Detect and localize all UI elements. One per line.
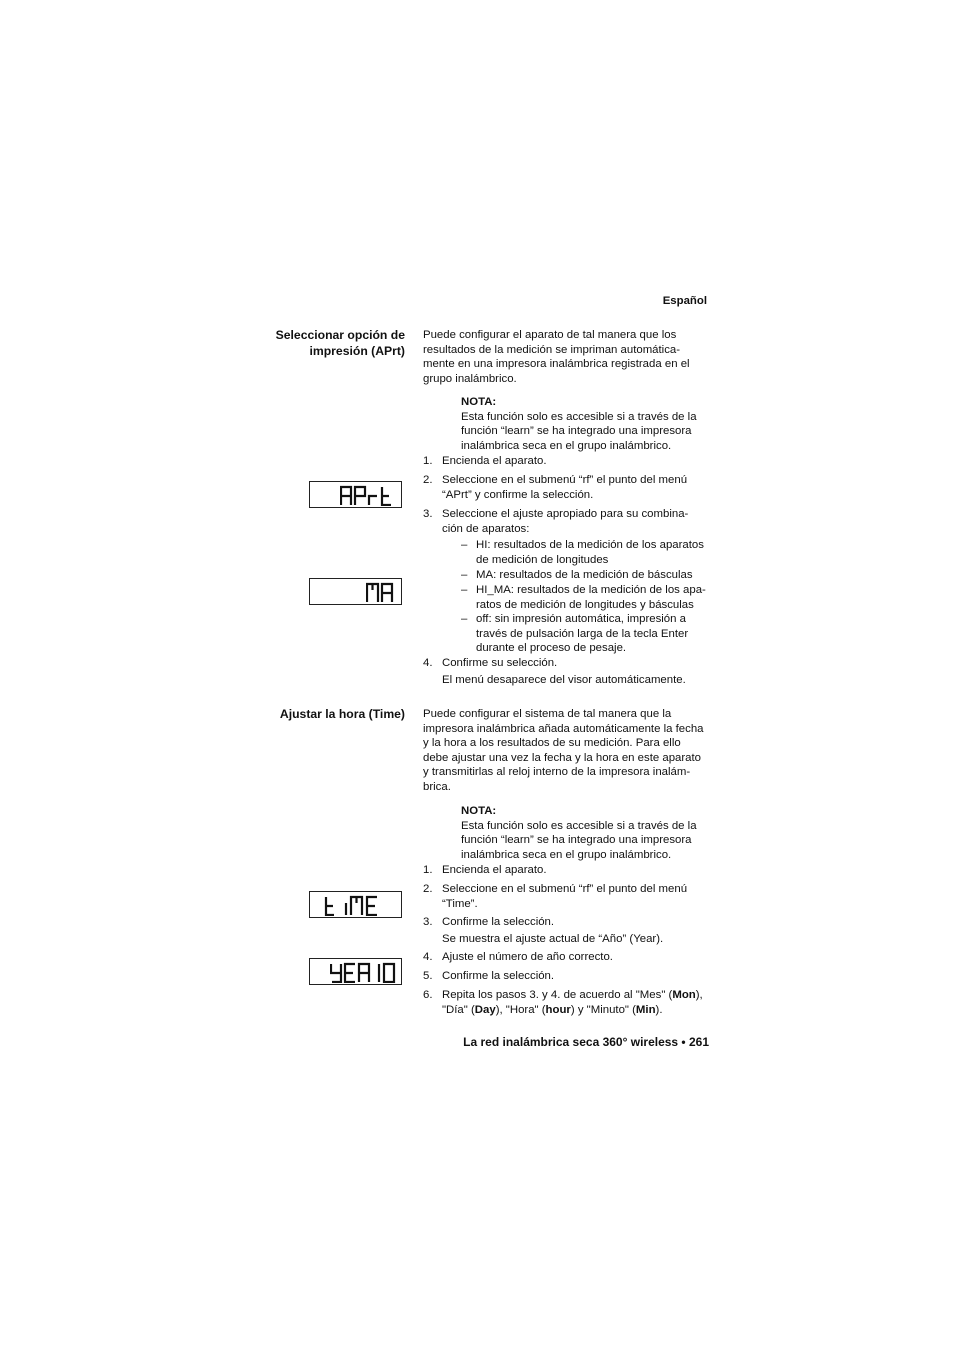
intro-line: Puede configurar el aparato de tal manera que los <box>423 329 677 341</box>
note-line: inalámbrica seca en el grupo inalámbrico. <box>461 848 672 861</box>
lcd-display-ma <box>309 578 402 605</box>
option-line: MA: resultados de la medición de básculas <box>476 569 693 581</box>
step-item <box>423 969 715 984</box>
note-line: función “learn” se ha integrado una impresora <box>461 834 692 847</box>
note-heading: NOTA: <box>461 396 497 408</box>
step-line: Confirme la selección. <box>442 916 555 928</box>
lcd-display-time <box>309 891 402 918</box>
intro-line: debe ajustar una vez la fecha y la hora en este aparato <box>423 751 701 764</box>
intro-line: brica. <box>423 780 451 793</box>
step-line: El menú desaparece del visor automáticamente. <box>442 673 686 686</box>
step-number: 4. <box>423 657 433 669</box>
lcd-text-aprt <box>340 485 400 506</box>
section2-intro <box>423 707 715 795</box>
note-line: función “learn” se ha integrado una impresora <box>461 425 692 438</box>
option-line: de medición de longitudes <box>476 553 609 566</box>
step-number: 5. <box>423 970 433 982</box>
step-line: Encienda el aparato. <box>442 864 547 876</box>
step-item <box>423 915 715 946</box>
step-item <box>423 988 715 1017</box>
section-title-aprt <box>220 327 405 359</box>
step-item <box>423 507 715 536</box>
note-heading: NOTA: <box>461 805 497 817</box>
step-number: 2. <box>423 883 433 895</box>
step-line: Se muestra el ajuste actual de “Año” (Year). <box>442 932 664 945</box>
step-line: Confirme la selección. <box>442 970 555 982</box>
lcd-display-year <box>309 958 402 985</box>
option-line: ratos de medición de longitudes y básculas <box>476 598 694 611</box>
section-title-line: impresión (APrt) <box>309 344 405 358</box>
intro-line: impresora inalámbrica añada automáticamente la fecha <box>423 722 704 735</box>
step-number: 4. <box>423 951 433 963</box>
option-line: través de pulsación larga de la tecla Enter <box>476 627 689 640</box>
step-number: 1. <box>423 455 433 467</box>
step-item <box>423 950 715 965</box>
step-item <box>423 473 715 502</box>
dash-bullet: – <box>461 539 468 551</box>
step-line: Seleccione en el submenú “rf” el punto del menú <box>442 474 688 486</box>
step-line: "Día" (Day), "Hora" (hour) y "Minuto" (Min). <box>442 1003 663 1016</box>
intro-line: resultados de la medición se impriman automática- <box>423 343 681 356</box>
section-title-time: Ajustar la hora (Time) <box>279 707 405 721</box>
option-line: HI: resultados de la medición de los aparatos <box>476 539 704 551</box>
lcd-text-year <box>330 962 400 983</box>
step-line: Seleccione en el submenú “rf” el punto del menú <box>442 883 688 895</box>
option-item <box>461 612 715 656</box>
lcd-text-ma <box>366 582 396 603</box>
section2-note <box>461 804 713 862</box>
step-line: Confirme su selección. <box>442 657 558 669</box>
step-item <box>423 863 715 878</box>
section1-intro <box>423 328 715 386</box>
lcd-text-time <box>324 895 388 916</box>
step-item <box>423 454 715 469</box>
step-item <box>423 882 715 911</box>
dash-bullet: – <box>461 613 468 625</box>
dash-bullet: – <box>461 569 468 581</box>
note-line: Esta función solo es accesible si a través de la <box>461 819 697 832</box>
option-line: HI_MA: resultados de la medición de los apa- <box>476 584 706 596</box>
step-number: 2. <box>423 474 433 486</box>
section-title-line: Seleccionar opción de <box>275 328 405 342</box>
intro-line: mente en una impresora inalámbrica registrada en el <box>423 358 690 371</box>
step-number: 3. <box>423 508 433 520</box>
step-line: Repita los pasos 3. y 4. de acuerdo al "Mes" (Mon), <box>442 989 703 1001</box>
option-line: off: sin impresión automática, impresión a <box>476 613 686 625</box>
page-footer: La red inalámbrica seca 360° wireless • 261 <box>463 1035 709 1049</box>
section1-note <box>461 395 713 453</box>
step-line: Ajuste el número de año correcto. <box>442 951 613 963</box>
step-number: 3. <box>423 916 433 928</box>
step-line: “APrt” y confirme la selección. <box>442 488 594 501</box>
step-item <box>423 656 715 687</box>
step-line: Encienda el aparato. <box>442 455 547 467</box>
step-number: 1. <box>423 864 433 876</box>
dash-bullet: – <box>461 584 468 596</box>
step-line: ción de aparatos: <box>442 522 530 535</box>
lcd-display-aprt <box>309 481 402 508</box>
step-number: 6. <box>423 989 433 1001</box>
step-line: “Time”. <box>442 897 478 910</box>
language-label: Español <box>662 295 707 307</box>
option-item <box>461 538 715 567</box>
note-line: Esta función solo es accesible si a través de la <box>461 410 697 423</box>
option-item <box>461 568 715 583</box>
option-item <box>461 583 715 612</box>
intro-line: y la hora a los resultados de su medición. Para ello <box>423 737 681 750</box>
intro-line: grupo inalámbrico. <box>423 372 517 385</box>
option-line: durante el proceso de pesaje. <box>476 642 627 655</box>
step-line: Seleccione el ajuste apropiado para su combina- <box>442 508 689 520</box>
note-line: inalámbrica seca en el grupo inalámbrico. <box>461 439 672 452</box>
intro-line: y transmitirlas al reloj interno de la impresora inalám- <box>423 766 691 779</box>
intro-line: Puede configurar el sistema de tal manera que la <box>423 708 672 720</box>
